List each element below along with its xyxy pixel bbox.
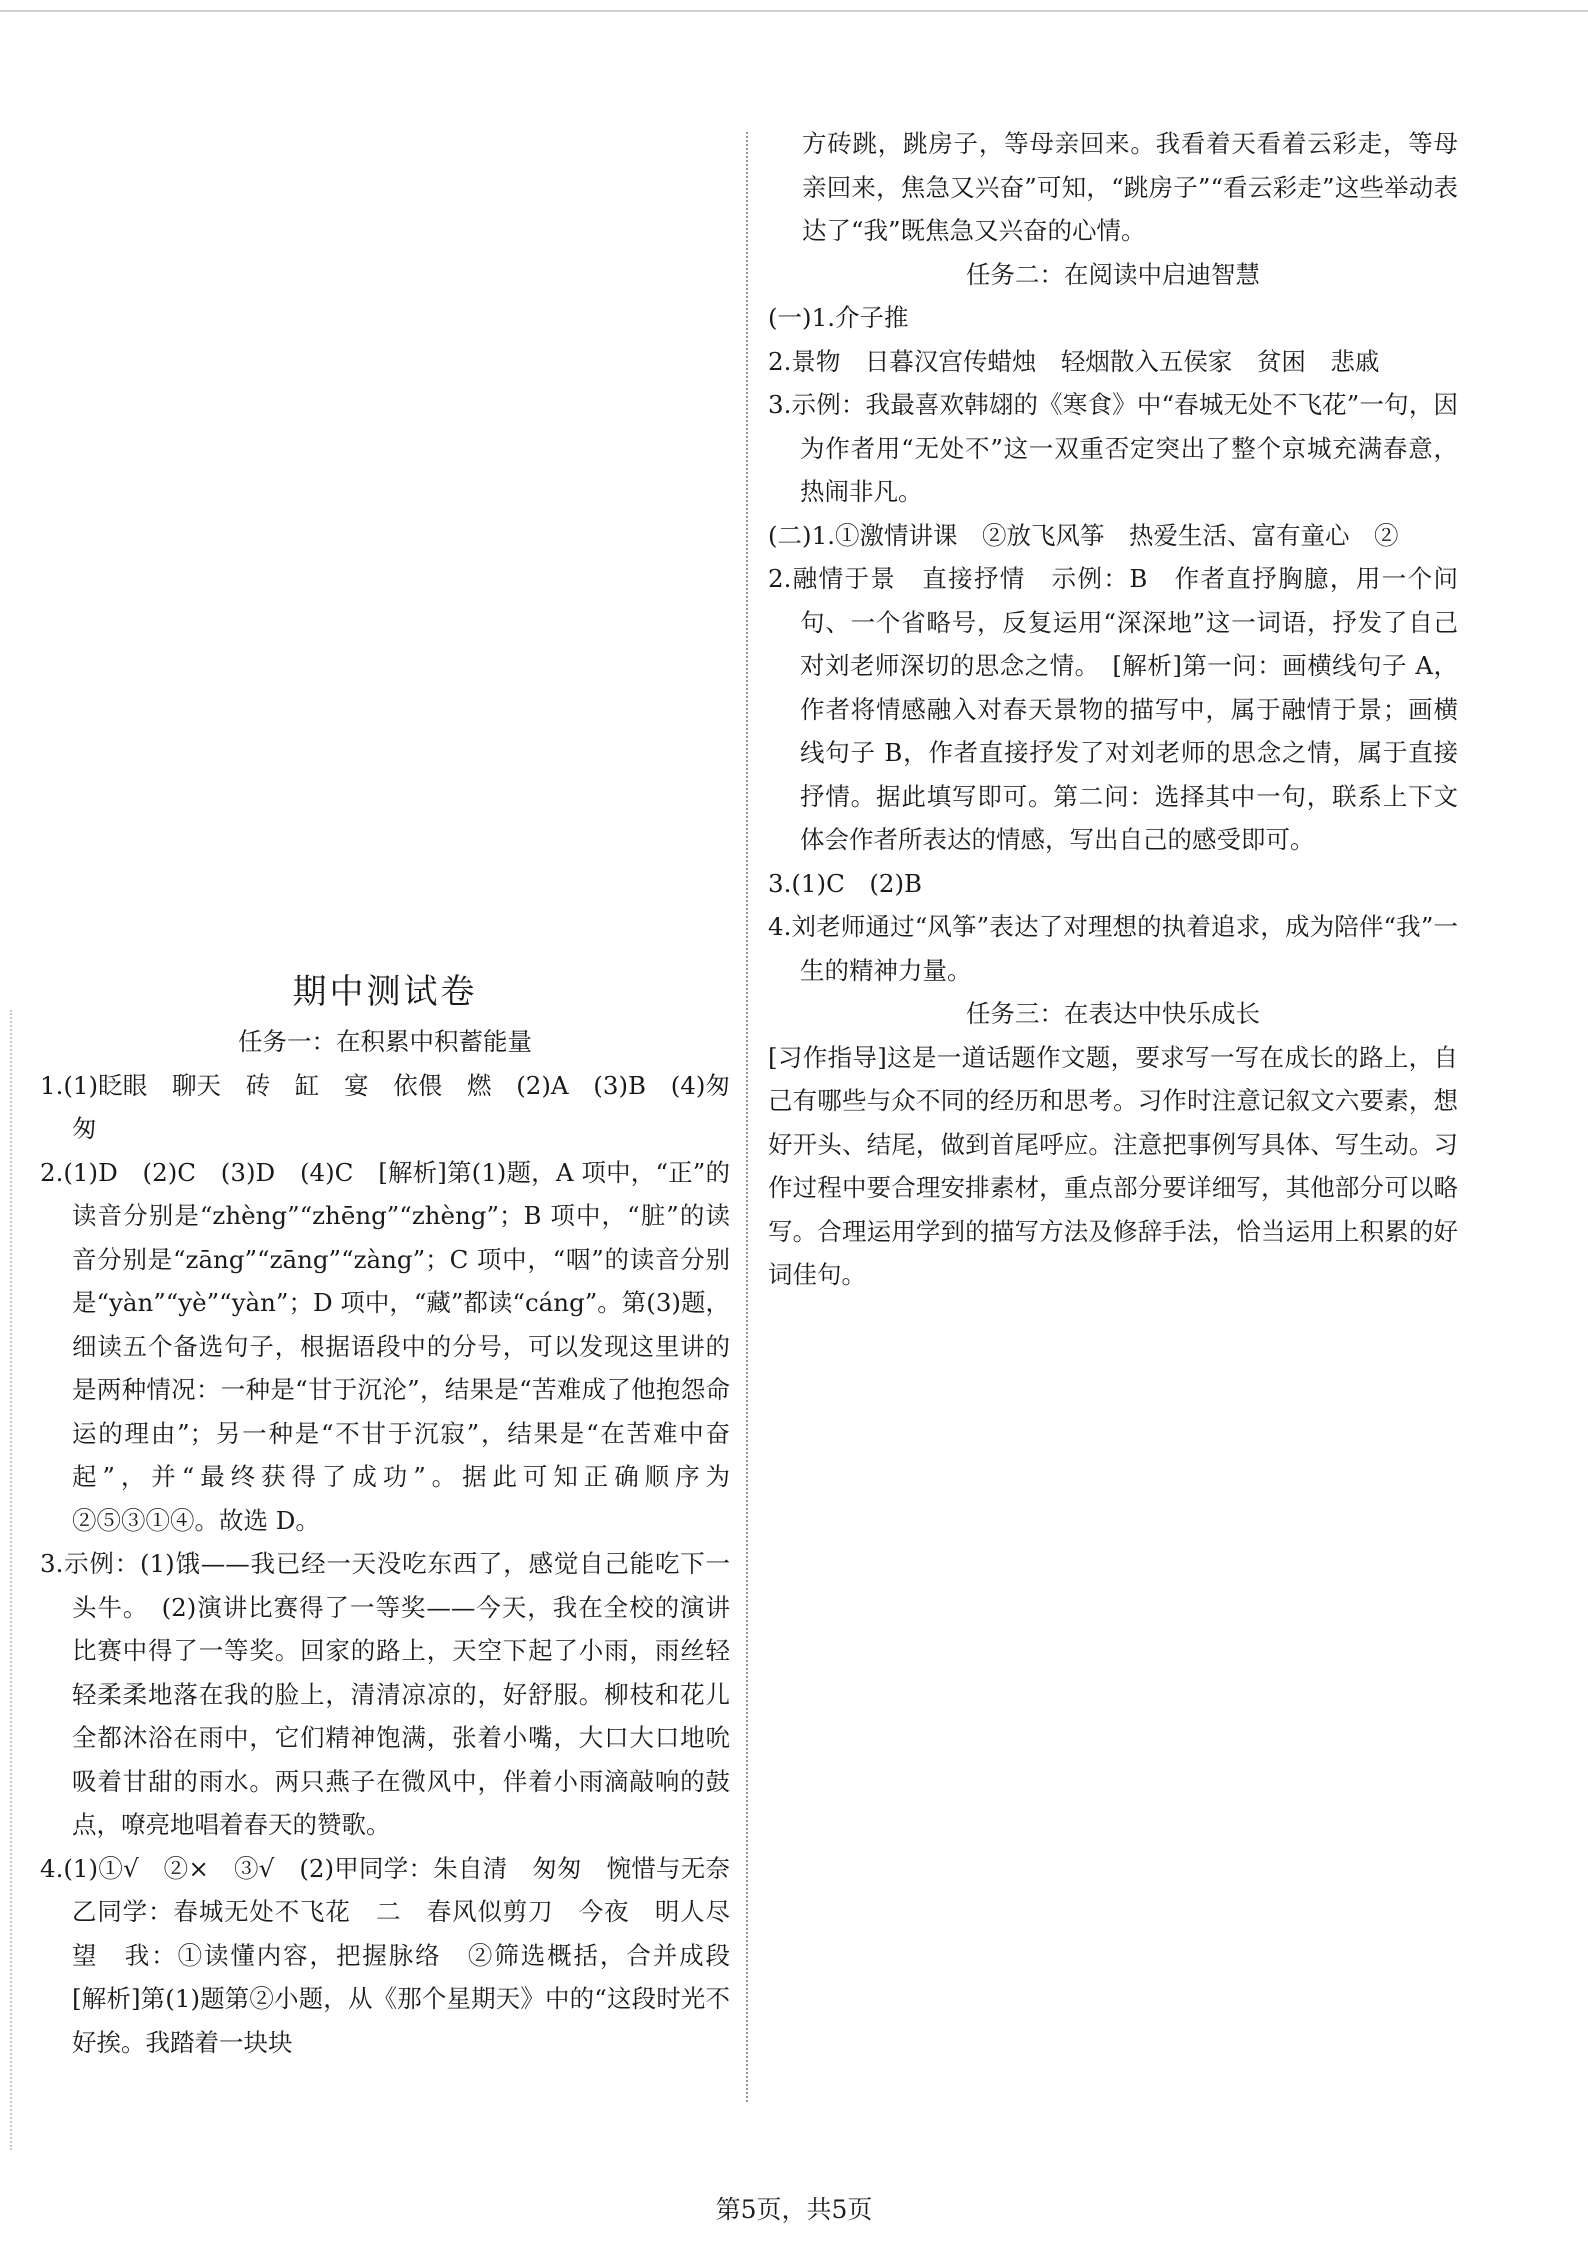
answer-item: 3.示例：(1)饿——我已经一天没吃东西了，感觉自己能吃下一头牛。 (2)演讲比赛得了一等奖——今天，我在全校的演讲比赛中得了一等奖。回家的路上，天空下起了小雨，雨丝轻轻柔柔地落在我的脸上，清清凉凉的，好舒服。柳枝和花儿全都沐浴在雨中，它们精神饱满，张着小嘴，大口大口地吮吸着甘甜的雨水。两只燕子在微风中，伴着小雨滴敲响的鼓点，嘹亮地唱着春天的赞歌。	[40, 1549, 730, 1839]
answer-item: 3.示例：我最喜欢韩翃的《寒食》中“春城无处不飞花”一句，因为作者用“无处不”这一双重否定突出了整个京城充满春意，热闹非凡。	[768, 390, 1458, 506]
top-border	[0, 10, 1588, 12]
answer-item: 3.(1)C (2)B	[768, 868, 923, 898]
answer-continuation: 方砖跳，跳房子，等母亲回来。我看着天看着云彩走，等母亲回来，焦急又兴奋”可知，“跳房子”“看云彩走”这些举动表达了“我”既焦急又兴奋的心情。	[802, 129, 1458, 245]
answer-item: 4.(1)①√ ②× ③√ (2)甲同学：朱自清 匆匆 惋惜与无奈 乙同学：春城无处不飞花 二 春风似剪刀 今夜 明人尽望 我：①读懂内容，把握脉络 ②筛选概括，合并成段 [解析]第(1)题第②小题，从《那个星期天》中的“这段时光不好挨。我踏着一块块	[40, 1853, 755, 2057]
section-heading-task2: 任务二：在阅读中启迪智慧	[966, 259, 1260, 289]
page-number: 第5页，共5页	[715, 2195, 873, 2224]
left-column	[40, 1020, 755, 2064]
answer-item: 2.景物 日暮汉宫传蜡烛 轻烟散入五侯家 贫困 悲戚	[768, 346, 1380, 376]
answer-item: 2.融情于景 直接抒情 示例：B 作者直抒胸臆，用一个问句、一个省略号，反复运用“深深地”这一词语，抒发了自己对刘老师深切的思念之情。 [解析]第一问：画横线句子 A，作者将情感融入对春天景物的描写中，属于融情于景；画横线句子 B，作者直接抒发了对刘老师的思念之情，属于直接抒情。据此填写即可。第二问：选择其中一句，联系上下文体会作者所表达的情感，写出自己的感受即可。	[768, 564, 1458, 854]
section-heading-task1: 任务一：在积累中积蓄能量	[238, 1027, 532, 1056]
exam-title: 期中测试卷	[292, 972, 478, 1012]
answer-item: (一)1.介子推	[768, 303, 909, 332]
answer-item: (二)1.①激情讲课 ②放飞风筝 热爱生活、富有童心 ②	[768, 520, 1399, 550]
right-column	[768, 122, 1458, 1297]
binding-margin	[10, 1010, 12, 2150]
column-divider	[746, 132, 748, 2102]
answer-item: 1.(1)眨眼 聊天 砖 缸 宴 依偎 燃 (2)A (3)B (4)匆匆	[40, 1070, 730, 1143]
answer-item: 4.刘老师通过“风筝”表达了对理想的执着追求，成为陪伴“我”一生的精神力量。	[768, 912, 1458, 985]
answer-item: 2.(1)D (2)C (3)D (4)C [解析]第(1)题，A 项中，“正”的读音分别是“zhèng”“zhēng”“zhèng”；B 项中，“脏”的读音分别是“zāng”“zāng”“zàng”；C 项中，“咽”的读音分别是“yàn”“yè”“yàn”；D 项中，“藏”都读“cáng”。第(3)题，细读五个备选句子，根据语段中的分号，可以发现这里讲的是两种情况：一种是“甘于沉沦”，结果是“苦难成了他抱怨命运的理由”；另一种是“不甘于沉寂”，结果是“在苦难中奋起”，并“最终获得了成功”。据此可知正确顺序为②⑤③①④。故选 D。	[40, 1157, 730, 1535]
writing-guidance: [习作指导]这是一道话题作文题，要求写一写在成长的路上，自己有哪些与众不同的经历和思考。习作时注意记叙文六要素，想好开头、结尾，做到首尾呼应。注意把事例写具体、写生动。习作过程中要合理安排素材，重点部分要详细写，其他部分可以略写。合理运用学到的描写方法及修辞手法，恰当运用上积累的好词佳句。	[768, 1042, 1458, 1289]
section-heading-task3: 任务三：在表达中快乐成长	[966, 999, 1260, 1028]
